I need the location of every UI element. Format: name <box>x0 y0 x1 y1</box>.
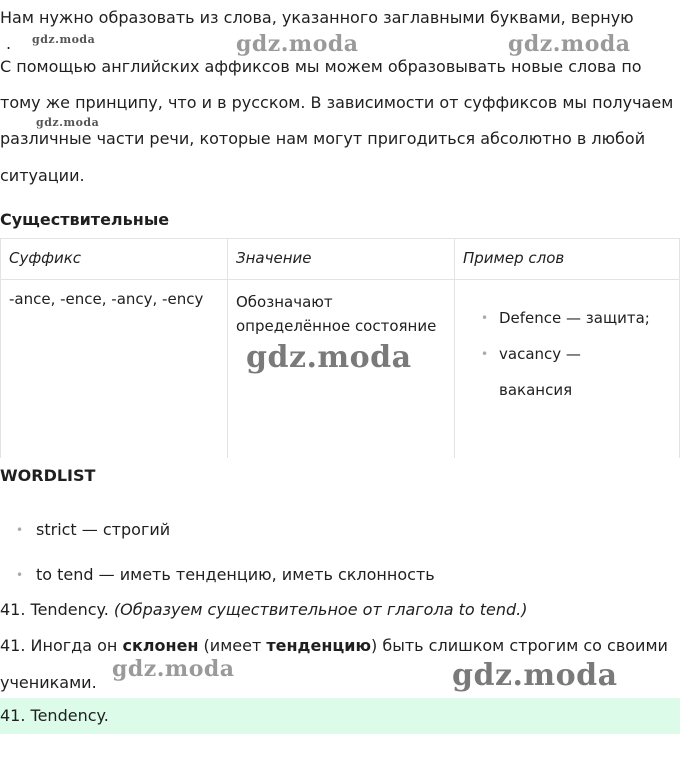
intro-line-4: различные части речи, которые нам могут пригодиться абсолютно в любой <box>0 129 646 148</box>
intro-line-1-dot: . <box>6 34 12 53</box>
watermark-med-2: gdz.moda <box>508 31 631 57</box>
watermark-large-2: gdz.moda <box>452 658 618 693</box>
answer-text: 41. Tendency. <box>0 706 109 725</box>
answer-bar <box>0 698 680 734</box>
meaning-text: Обозначают определённое состояние <box>236 293 437 335</box>
wordlist <box>0 512 435 602</box>
task-text-c: (имеет <box>198 636 267 655</box>
intro-line-1: Нам нужно образовать из слова, указанного заглавными буквами, верную <box>0 8 634 27</box>
watermark-small-2: gdz.moda <box>36 116 100 129</box>
watermark-med-3: gdz.moda <box>112 656 235 682</box>
examples-list <box>463 300 671 408</box>
cell-examples <box>455 280 680 459</box>
task-number: 41. Tendency. <box>0 600 114 619</box>
task-line-1 <box>0 600 527 619</box>
task-line-3: учениками. <box>0 673 97 692</box>
header-examples: Пример слов <box>455 239 680 280</box>
watermark-med-1: gdz.moda <box>236 31 359 57</box>
header-suffix: Суффикс <box>1 239 228 280</box>
wordlist-item: • to tend — иметь тенденцию, иметь склонность <box>0 557 435 602</box>
wordlist-item: • strict — строгий <box>0 512 435 557</box>
example-item-continued <box>463 372 671 408</box>
example-item: • vacancy — <box>463 336 671 372</box>
task-text-bold-1: склонен <box>122 636 199 655</box>
example-item-continued-text: вакансия <box>499 381 573 399</box>
intro-line-3: тому же принципу, что и в русском. В зависимости от суффиксов мы получаем <box>0 93 674 112</box>
watermark-large-1: gdz.moda <box>246 340 412 375</box>
task-text-e: ) быть слишком строгим со своими <box>371 636 668 655</box>
watermark-small-1: gdz.moda <box>32 33 96 46</box>
intro-line-5: ситуации. <box>0 166 85 185</box>
cell-suffix: -ance, -ence, -ancy, -ency <box>1 280 228 459</box>
example-item: • Defence — защита; <box>463 300 671 336</box>
table-header-row <box>1 239 680 280</box>
nouns-heading: Существительные <box>0 210 170 229</box>
task-text-bold-2: тенденцию <box>266 636 371 655</box>
table-row <box>1 280 680 459</box>
wordlist-heading: WORDLIST <box>0 466 96 485</box>
task-hint: (Образуем существительное от глагола to tend.) <box>113 600 528 619</box>
task-text-a: 41. Иногда он <box>0 636 123 655</box>
cell-meaning <box>228 280 455 459</box>
suffix-table <box>0 238 680 458</box>
intro-line-2: С помощью английских аффиксов мы можем образовывать новые слова по <box>0 57 642 76</box>
task-line-2 <box>0 636 668 655</box>
header-meaning: Значение <box>228 239 455 280</box>
